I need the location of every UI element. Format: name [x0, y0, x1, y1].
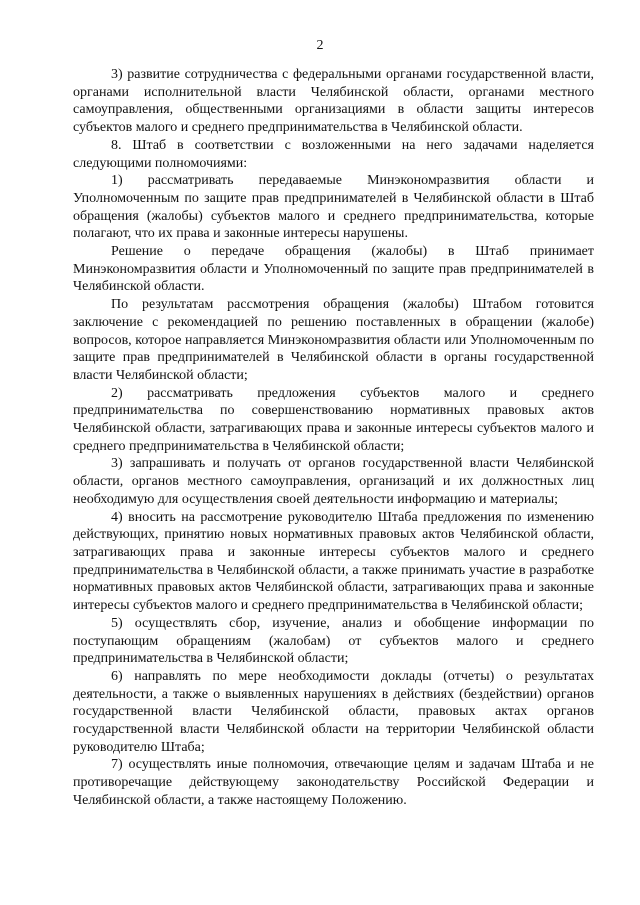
paragraph-power-7: 7) осуществлять иные полномочия, отвечающие целям и задачам Штаба и не противоречащие действующему законодательству Российской Федерации и Челябинской области, а также настоящему Положению.	[73, 757, 594, 808]
paragraph-power-6: 6) направлять по мере необходимости доклады (отчеты) о результатах деятельности, а также о выявленных нарушениях в действиях (бездействии) органов государственной власти Челябинской области, правовых актах органов государственной власти Челябинской области на территории Челябинской области руководителю Штаба;	[73, 668, 594, 755]
document-body	[73, 66, 594, 810]
paragraph-power-4: 4) вносить на рассмотрение руководителю Штаба предложения по изменению действующих, принятию новых нормативных правовых актов Челябинской области, затрагивающих права и законные интересы субъектов малого и среднего предпринимательства в Челябинской области, а также принимать участие в разработке нормативных правовых актов Челябинской области, затрагивающих права и законные интересы субъектов малого и среднего предпринимательства в Челябинской области;	[73, 509, 594, 614]
paragraph-item-3-development: 3) развитие сотрудничества с федеральными органами государственной власти, органами исполнительной власти Челябинской области, органами местного самоуправления, общественными организациями в области защиты интересов субъектов малого и среднего предпринимательства в Челябинской области.	[73, 67, 594, 136]
paragraph-power-1: 1) рассматривать передаваемые Минэкономразвития области и Уполномоченным по защите прав предпринимателей в Челябинской области в Штаб обращения (жалобы) субъектов малого и среднего предпринимательства, которые полагают, что их права и законные интересы нарушены.	[73, 173, 594, 242]
page-number: 2	[316, 38, 324, 53]
paragraph-section-8-intro: 8. Штаб в соответствии с возложенными на него задачами наделяется следующими полномочиями:	[73, 137, 594, 171]
paragraph-power-3: 3) запрашивать и получать от органов государственной власти Челябинской области, органов местного самоуправления, организаций и их должностных лиц необходимую для осуществления своей деятельности информацию и материалы;	[73, 456, 594, 507]
paragraph-power-5: 5) осуществлять сбор, изучение, анализ и обобщение информации по поступающим обращениям (жалобам) от субъектов малого и среднего предпринимательства в Челябинской области;	[73, 615, 594, 667]
paragraph-power-2: 2) рассматривать предложения субъектов малого и среднего предпринимательства по совершенствованию нормативных правовых актов Челябинской области, затрагивающих права и законные интересы субъектов малого и среднего предпринимательства в Челябинской области;	[73, 385, 594, 454]
paragraph-review-results: По результатам рассмотрения обращения (жалобы) Штабом готовится заключение с рекомендацией по решению поставленных в обращении (жалобе) вопросов, которое направляется Минэкономразвития области или Уполномоченным по защите прав предпринимателей в Челябинской области в органы государственной власти Челябинской области;	[73, 297, 594, 383]
paragraph-transfer-decision: Решение о передаче обращения (жалобы) в Штаб принимает Минэкономразвития области и Уполномоченный по защите прав предпринимателей в Челябинской области.	[73, 244, 594, 295]
